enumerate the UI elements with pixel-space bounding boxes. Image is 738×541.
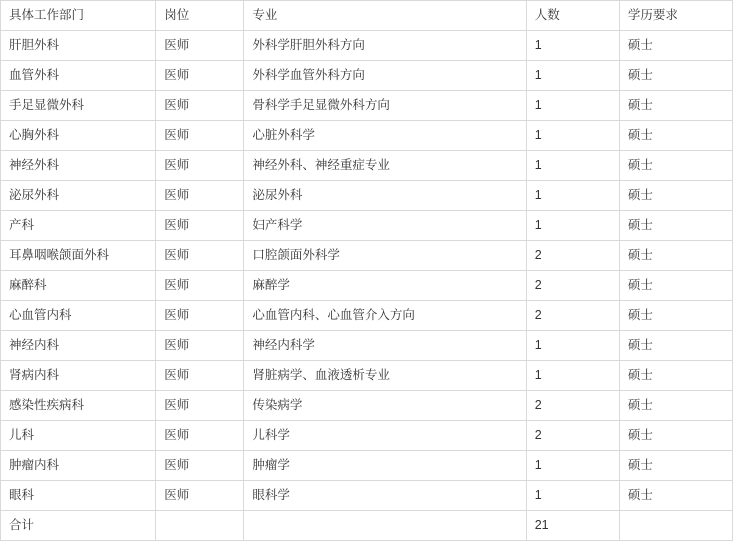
cell-education: 硕士: [619, 181, 732, 211]
cell-department: 产科: [1, 211, 156, 241]
cell-count: 2: [526, 301, 619, 331]
cell-department: 肝胆外科: [1, 31, 156, 61]
table-row: [1, 271, 733, 301]
column-header-major: 专业: [244, 1, 526, 31]
cell-count: 1: [526, 61, 619, 91]
cell-post: 医师: [156, 31, 244, 61]
cell-department: 心胸外科: [1, 121, 156, 151]
cell-post: 医师: [156, 181, 244, 211]
cell-major: 眼科学: [244, 481, 526, 511]
cell-count: 2: [526, 271, 619, 301]
cell-education: 硕士: [619, 301, 732, 331]
cell-post: 医师: [156, 91, 244, 121]
cell-post: 医师: [156, 301, 244, 331]
cell-education: 硕士: [619, 451, 732, 481]
cell-post: 医师: [156, 211, 244, 241]
cell-post: 医师: [156, 331, 244, 361]
table-row: [1, 151, 733, 181]
cell-education: 硕士: [619, 31, 732, 61]
cell-department: 神经外科: [1, 151, 156, 181]
cell-education: 硕士: [619, 361, 732, 391]
cell-count: 1: [526, 121, 619, 151]
cell-department: 手足显微外科: [1, 91, 156, 121]
column-header-count: 人数: [526, 1, 619, 31]
cell-major: 心脏外科学: [244, 121, 526, 151]
column-header-education: 学历要求: [619, 1, 732, 31]
table-row: [1, 421, 733, 451]
cell-major: 外科学血管外科方向: [244, 61, 526, 91]
cell-post: 医师: [156, 241, 244, 271]
cell-total-label: 合计: [1, 511, 156, 541]
table-row: [1, 451, 733, 481]
cell-department: 麻醉科: [1, 271, 156, 301]
cell-education: 硕士: [619, 271, 732, 301]
table-row: [1, 241, 733, 271]
cell-count: 1: [526, 451, 619, 481]
table-row: [1, 391, 733, 421]
cell-major: 神经内科学: [244, 331, 526, 361]
cell-count: 2: [526, 421, 619, 451]
cell-department: 儿科: [1, 421, 156, 451]
cell-count: 1: [526, 361, 619, 391]
cell-department: 眼科: [1, 481, 156, 511]
cell-education: 硕士: [619, 151, 732, 181]
cell-major: 妇产科学: [244, 211, 526, 241]
cell-department: 神经内科: [1, 331, 156, 361]
cell-education: 硕士: [619, 421, 732, 451]
cell-education: 硕士: [619, 91, 732, 121]
cell-department: 感染性疾病科: [1, 391, 156, 421]
cell-count: 2: [526, 241, 619, 271]
cell-count: 1: [526, 31, 619, 61]
cell-count: 1: [526, 331, 619, 361]
table-total-row: [1, 511, 733, 541]
table-row: [1, 361, 733, 391]
cell-post: 医师: [156, 481, 244, 511]
cell-education: 硕士: [619, 61, 732, 91]
cell-major: 神经外科、神经重症专业: [244, 151, 526, 181]
table-header-row: [1, 1, 733, 31]
cell-post: 医师: [156, 121, 244, 151]
cell-department: 泌尿外科: [1, 181, 156, 211]
table-row: [1, 61, 733, 91]
cell-education: 硕士: [619, 211, 732, 241]
cell-post: 医师: [156, 451, 244, 481]
table-row: [1, 121, 733, 151]
cell-major: 心血管内科、心血管介入方向: [244, 301, 526, 331]
cell-major: 传染病学: [244, 391, 526, 421]
cell-post: 医师: [156, 391, 244, 421]
cell-count: 1: [526, 481, 619, 511]
cell-post: 医师: [156, 361, 244, 391]
column-header-department: 具体工作部门: [1, 1, 156, 31]
cell-count: 1: [526, 91, 619, 121]
table-body: [1, 31, 733, 541]
table-header: [1, 1, 733, 31]
cell-count: 1: [526, 151, 619, 181]
column-header-post: 岗位: [156, 1, 244, 31]
cell-major: 口腔颌面外科学: [244, 241, 526, 271]
cell-post: 医师: [156, 61, 244, 91]
cell-count: 1: [526, 211, 619, 241]
cell-education: 硕士: [619, 331, 732, 361]
cell-total-education: [619, 511, 732, 541]
cell-post: 医师: [156, 271, 244, 301]
cell-major: 肿瘤学: [244, 451, 526, 481]
cell-count: 2: [526, 391, 619, 421]
table-row: [1, 331, 733, 361]
cell-major: 外科学肝胆外科方向: [244, 31, 526, 61]
cell-education: 硕士: [619, 241, 732, 271]
cell-post: 医师: [156, 421, 244, 451]
cell-major: 肾脏病学、血液透析专业: [244, 361, 526, 391]
table-row: [1, 301, 733, 331]
cell-post: 医师: [156, 151, 244, 181]
cell-department: 肾病内科: [1, 361, 156, 391]
cell-major: 泌尿外科: [244, 181, 526, 211]
table-row: [1, 91, 733, 121]
cell-department: 耳鼻咽喉颌面外科: [1, 241, 156, 271]
cell-department: 肿瘤内科: [1, 451, 156, 481]
cell-count: 1: [526, 181, 619, 211]
table-row: [1, 481, 733, 511]
cell-education: 硕士: [619, 481, 732, 511]
table-row: [1, 211, 733, 241]
cell-total-count: 21: [526, 511, 619, 541]
cell-major: 骨科学手足显微外科方向: [244, 91, 526, 121]
cell-total-major: [244, 511, 526, 541]
cell-education: 硕士: [619, 391, 732, 421]
table-row: [1, 181, 733, 211]
cell-total-post: [156, 511, 244, 541]
cell-major: 儿科学: [244, 421, 526, 451]
cell-education: 硕士: [619, 121, 732, 151]
table-row: [1, 31, 733, 61]
cell-department: 心血管内科: [1, 301, 156, 331]
cell-department: 血管外科: [1, 61, 156, 91]
cell-major: 麻醉学: [244, 271, 526, 301]
